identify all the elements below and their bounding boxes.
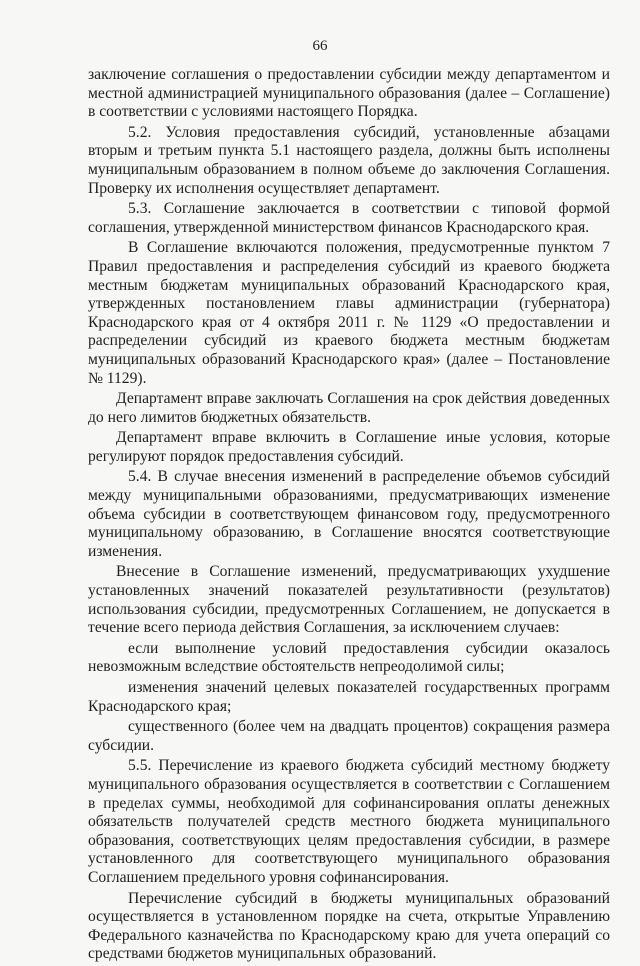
paragraph-target-indicators: изменения значений целевых показателей государственных программ Краснодарского края; (88, 679, 610, 715)
paragraph-transfer-accounts: Перечисление субсидий в бюджеты муниципальных образований осуществляется в установленном порядке на счета, открытые Управлению Федерального казначейства по Краснодарскому краю для учета операций со средствами бюджетов муниципальных образований. (88, 889, 610, 963)
paragraph-force-majeure: если выполнение условий предоставления субсидии оказалось невозможным вследствие обстоятельств непреодолимой силы; (88, 639, 610, 676)
paragraph-agreement-provisions: В Соглашение включаются положения, предусмотренные пунктом 7 Правил предоставления и распределения субсидий из краевого бюджета местным бюджетам муниципальных образований Краснодарского края, утвержденных постановлением главы администрации (губернатора) Краснодарского края от 4 октября 2011 г. № 1129 «О предоставлении и распределении субсидий из краевого бюджета местным бюджетам муниципальных образований Краснодарского края» (далее – Постановление № 1129). (88, 239, 610, 387)
paragraph-agreement-term: Департамент вправе заключать Соглашения на срок действия доведенных до него лимитов бюджетных обязательств. (88, 390, 610, 426)
paragraph-5-5: 5.5. Перечисление из краевого бюджета субсидий местному бюджету муниципального образования осуществляется в соответствии с Соглашением в пределах суммы, необходимой для софинансирования оплаты денежных обязательств получателей средств местного бюджета муниципального образования, соответствующих целям предоставления субсидии, в размере установленного для соответствующего муниципального образования Соглашением предельного уровня софинансирования. (88, 757, 610, 886)
paragraph-5-4: 5.4. В случае внесения изменений в распределение объемов субсидий между муниципальными образованиями, предусматривающих изменение объема субсидии в соответствующем финансовом году, предусмотренного муниципальному образованию, в Соглашение вносятся соответствующие изменения. (88, 468, 610, 560)
document-body (88, 66, 610, 966)
paragraph-5-3: 5.3. Соглашение заключается в соответствии с типовой формой соглашения, утвержденной министерством финансов Краснодарского края. (88, 200, 610, 236)
paragraph-subsidy-reduction: существенного (более чем на двадцать процентов) сокращения размера субсидии. (88, 718, 610, 754)
paragraph-5-2: 5.2. Условия предоставления субсидий, установленные абзацами вторым и третьим пункта 5.1 настоящего раздела, должны быть исполнены муниципальным образованием в полном объеме до заключения Соглашения. Проверку их исполнения осуществляет департамент. (88, 123, 610, 197)
page-number: 66 (312, 38, 328, 54)
paragraph-agreement-conclusion: заключение соглашения о предоставлении субсидии между департаментом и местной администрацией муниципального образования (далее – Соглашение) в соответствии с условиями настоящего Порядка. (88, 66, 610, 121)
paragraph-other-conditions: Департамент вправе включить в Соглашение иные условия, которые регулируют порядок предоставления субсидий. (88, 429, 610, 465)
paragraph-changes-restriction: Внесение в Соглашение изменений, предусматривающих ухудшение установленных значений показателей результативности (результатов) использования субсидии, предусмотренных Соглашением, не допускается в течение всего периода действия Соглашения, за исключением случаев: (88, 563, 610, 637)
